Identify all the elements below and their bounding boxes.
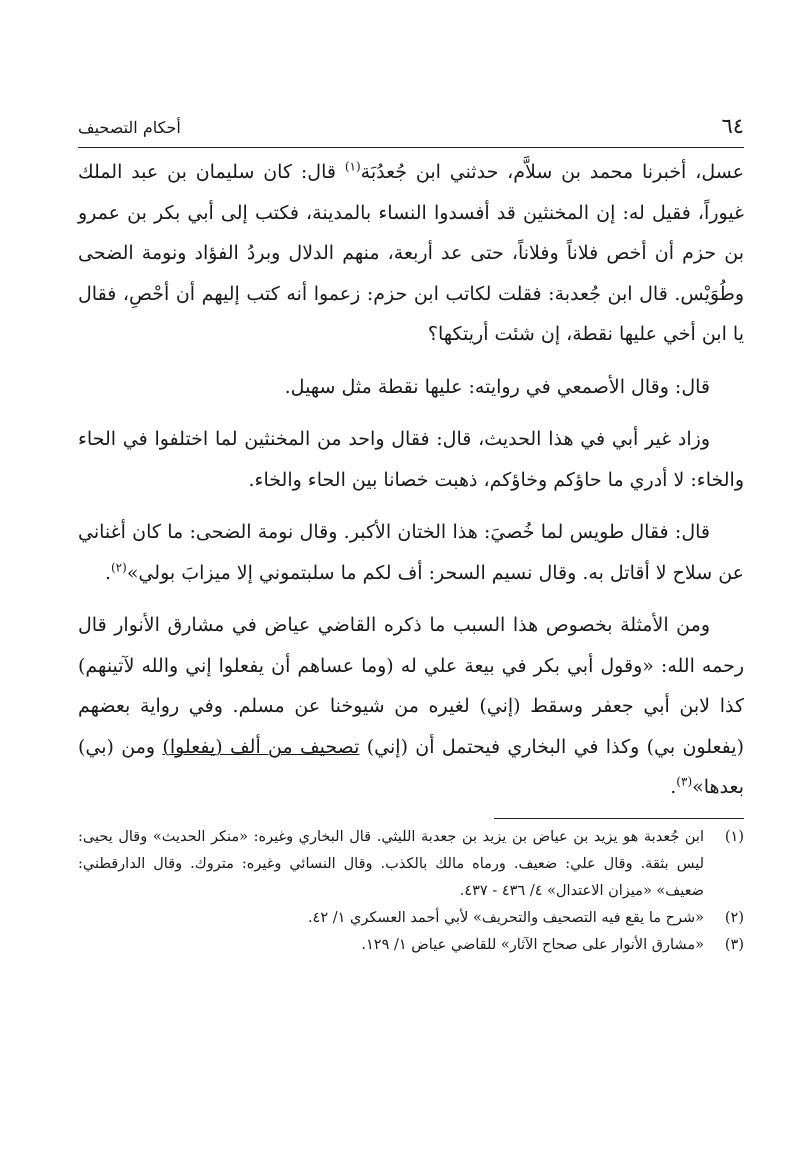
footnote-1 [78, 824, 744, 905]
footnote-text: «شرح ما يقع فيه التصحيف والتحريف» لأبي أحمد العسكري ١/ ٤٢. [307, 910, 704, 926]
footnote-number: (١) [724, 829, 744, 845]
footnote-3 [78, 932, 744, 959]
header-rule [78, 147, 744, 148]
underlined-text: تصحيف من ألف (يفعلوا) [162, 735, 360, 758]
paragraph-text: قال: وقال الأصمعي في روايته: عليها نقطة مثل سهيل. [284, 375, 710, 398]
footnote-ref: (١) [344, 159, 361, 174]
paragraph-4 [78, 512, 744, 593]
page-number: ٦٤ [721, 114, 744, 138]
footnote-text: «مشارق الأنوار على صحاح الآثار» للقاضي عياض ١/ ١٢٩. [361, 937, 704, 953]
paragraph-text: ومن الأمثلة بخصوص هذا السبب ما ذكره القاضي عياض في مشارق الأنوار قال رحمه الله: «وقول أبي بكر في بيعة علي له (وما عساهم أن يفعلوا إني والله لآتينهم) كذا لابن أبي جعفر وسقط (إني) لغيره من شيوخنا عن مسلم. وفي رواية بعضهم (يفعلون بي) وكذا في البخاري فيحتمل أن (إني) [78, 614, 744, 758]
paragraph-5 [78, 605, 744, 808]
footnote-2 [78, 905, 744, 932]
paragraph-text: عسل، أخبرنا محمد بن سلاَّم، حدثني ابن جُعدُبَة [360, 161, 744, 183]
footnote-ref: (٢) [110, 560, 127, 575]
main-text [78, 152, 744, 808]
paragraph-text: ومن (بي) بعدها» [78, 735, 744, 798]
paragraph-2 [78, 367, 744, 408]
paragraph-text: وزاد غير أبي في هذا الحديث، قال: فقال واحد من المخنثين لما اختلفوا في الحاء والخاء: لا أدري ما حاؤكم وخاؤكم، ذهبت خصانا بين الحاء والخاء. [78, 428, 744, 491]
paragraph-text: . [670, 776, 677, 798]
paragraph-1 [78, 152, 744, 355]
footnote-ref: (٣) [676, 774, 693, 789]
paragraph-text: . [104, 561, 111, 584]
running-title: أحكام التصحيف [78, 118, 181, 137]
paragraph-text: قال: فقال طويس لما خُصيَ: هذا الختان الأكبر. وقال نومة الضحى: ما كان أغناني عن سلاح لا أقاتل به. وقال نسيم السحر: أف لكم ما سلبتموني إلا ميزابَ بولي» [78, 521, 744, 584]
footnote-rule [494, 818, 744, 819]
page-header [78, 112, 744, 146]
footnote-number: (٢) [724, 910, 744, 926]
paragraph-text: قال: كان سليمان بن عبد الملك غيوراً، فقيل له: إن المخنثين قد أفسدوا النساء بالمدينة، فكتب إلى أبي بكر بن عمرو بن حزم أن أخص فلاناً وفلاناً، حتى عد أربعة، منهم الدلال وبردُ الفؤاد ونومة الضحى وطُوَيْس. قال ابن جُعدبة: فقلت لكاتب ابن حزم: زعموا أنه كتب إليهم أن أحْصِ، فقال يا ابن أخي عليها نقطة، إن شئت أريتكها؟ [78, 161, 744, 345]
footnote-text: ابن جُعدبة هو يزيد بن عياض بن يزيد بن جعدبة الليثي. قال البخاري وغيره: «منكر الحديث» وقال يحيى: ليس بثقة. وقال علي: ضعيف. ورماه مالك بالكذب. وقال النسائي وغيره: متروك. وقال الدارقطني: ضعيف» «ميزان الاعتدال» ٤/ ٤٣٦ - ٤٣٧. [78, 829, 704, 899]
paragraph-3 [78, 419, 744, 500]
footnotes [78, 824, 744, 959]
footnote-number: (٣) [724, 937, 744, 953]
